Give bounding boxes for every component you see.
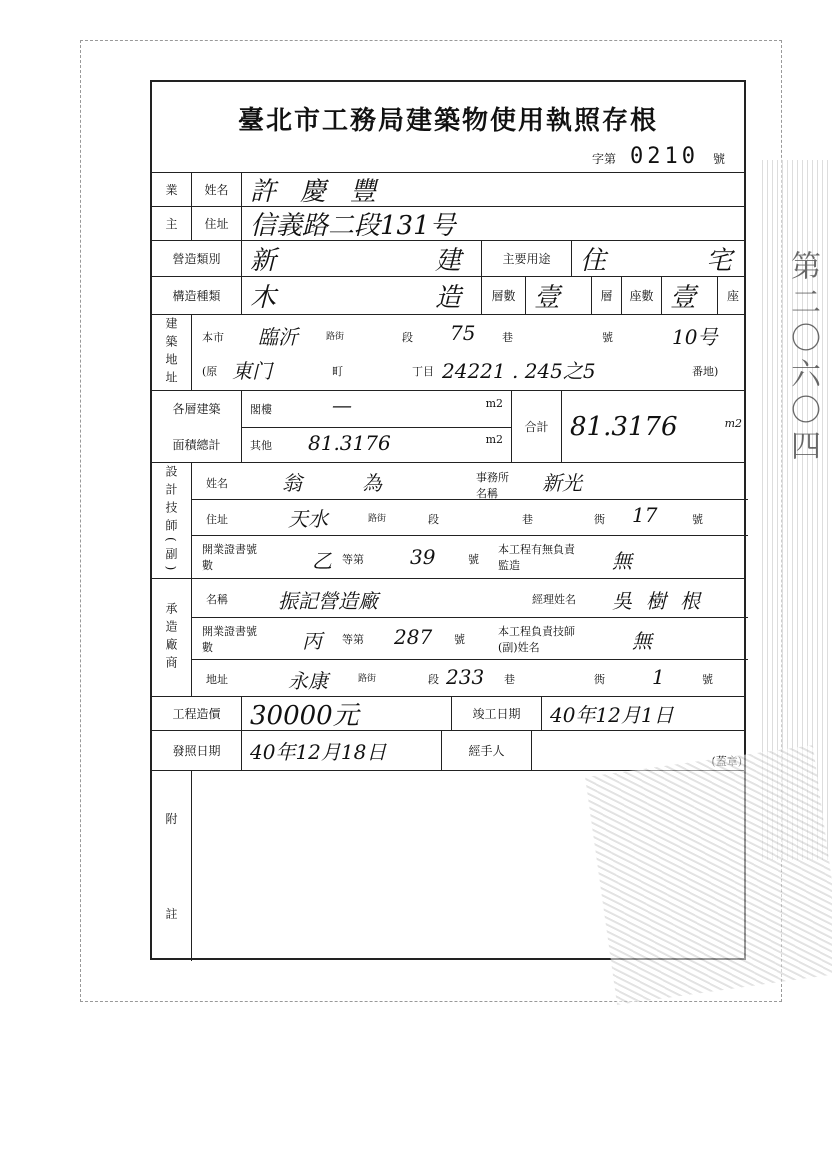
owner-name: 許慶豐 xyxy=(250,177,401,207)
other-area-value: 81.3176 xyxy=(308,431,391,455)
form-grid xyxy=(152,172,744,921)
owner-address-row: 主 住址 信義路二段131号 xyxy=(152,207,744,241)
form-title: 臺北市工務局建築物使用執照存根 xyxy=(237,106,658,136)
seal-stamp-image xyxy=(585,745,832,1005)
floor-area-row: 各層建築 面積總計 閣樓 — m2 其他 81.3176 m2 合計 81.3176 m2 xyxy=(152,391,744,463)
owner-address: 信義路二段131号 xyxy=(250,211,456,241)
permit-number-value: 0210 xyxy=(630,144,699,169)
site-line-1: 本市 臨沂 路街 段 75 巷 號 10号 xyxy=(202,321,718,349)
structure-row: 構造種類 木 造 層數 壹 層 座數 壹 座 xyxy=(152,277,744,315)
finish-date: 40年12月1日 xyxy=(550,703,674,727)
designer-block: 設計技師(副) 姓名 翁為 事務所名稱 新光 住址 天水 路街 段 巷 衖 17 號 開業證書號數 乙 等第 39 號 本工程有無負責監造 無 xyxy=(152,463,744,579)
issue-date: 40年12月18日 xyxy=(242,731,442,770)
total-area-value: 81.3176 m2 xyxy=(570,411,742,442)
site-address-row: 建築地址 本市 臨沂 路街 段 75 巷 號 10号 (原 東门 町 丁目 24221 . 245之5 番地) xyxy=(152,315,744,391)
cost-row: 工程造價 30000元 竣工日期 40年12月1日 xyxy=(152,697,744,731)
issue-row: 發照日期 40年12月18日 經手人 xyxy=(152,731,744,771)
owner-name-row: 業 姓名 許慶豐 xyxy=(152,173,744,207)
margin-text: 第二〇六〇四 xyxy=(785,250,820,466)
site-line-2: (原 東门 町 丁目 24221 . 245之5 番地) xyxy=(202,359,719,383)
permit-number: 字第 0210 號 xyxy=(592,144,726,169)
notes-row: 附 註 xyxy=(152,771,744,961)
construction-type-row: 營造類別 新 建 主要用途 住 宅 xyxy=(152,241,744,277)
contractor-block: 承造廠商 名稱 振記營造廠 經理姓名 吳樹根 開業證書號數 丙 等第 287 號 本工程負責技師(副)姓名 無 地址 永康 路街 段 233 巷 衖 1 號 xyxy=(152,579,744,697)
cost-value: 30000元 xyxy=(242,697,452,730)
